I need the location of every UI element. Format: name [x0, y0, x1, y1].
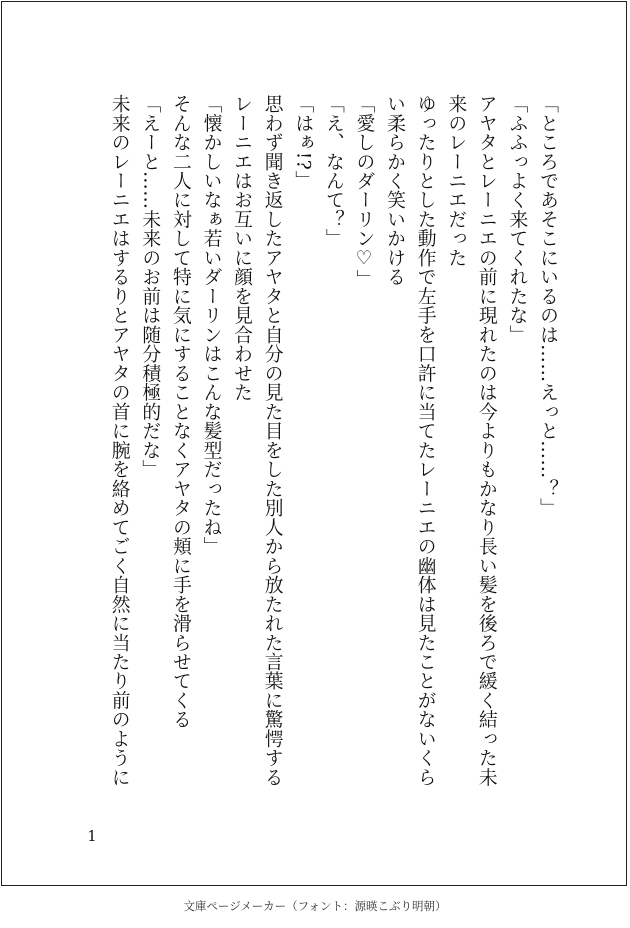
text-line: 「懐かしいなぁ若いダーリンはこんな髪型だったね」 — [200, 94, 222, 556]
page-number: 1 — [87, 827, 97, 845]
text-line: い柔らかく笑いかける — [384, 94, 406, 287]
footer-caption: 文庫ページメーカー（フォント：源暎こぶり明朝） — [183, 899, 447, 913]
text-line: 「ところであそこにいるのは……えっと……？」 — [537, 94, 558, 518]
text-line: ゆったりとした動作で左手を口許に当てたレーニエの幽体は見たことがないくら — [414, 94, 436, 787]
text-line: そんな二人に対して特に気にすることなくアヤタの頬に手を滑らせてくる — [169, 94, 191, 729]
text-line: 「えーと……未来のお前は随分積極的だな」 — [139, 94, 161, 479]
text-line: 思わず聞き返したアヤタと自分の見た目をした別人から放たれた言葉に驚愕する — [261, 94, 283, 787]
text-line: アヤタとレーニエの前に現れたのは今よりもかなり長い髪を後ろで緩く結った未 — [475, 94, 497, 787]
text-line: 「愛しのダーリン♡」 — [353, 94, 375, 289]
text-line: レーニエはお互いに顔を見合わせた — [231, 94, 253, 402]
vertical-text-body — [70, 94, 562, 814]
text-line: 「はぁ!?」 — [292, 94, 314, 190]
text-line: 来のレーニエだった — [445, 94, 467, 268]
text-line: 「え、なんて？」 — [322, 94, 344, 248]
text-line: 「ふふっよく来てくれたな」 — [506, 94, 528, 345]
page-frame — [1, 1, 627, 886]
text-line: 未来のレーニエはするりとアヤタの首に腕を絡めてごく自然に当たり前のように — [108, 94, 130, 787]
